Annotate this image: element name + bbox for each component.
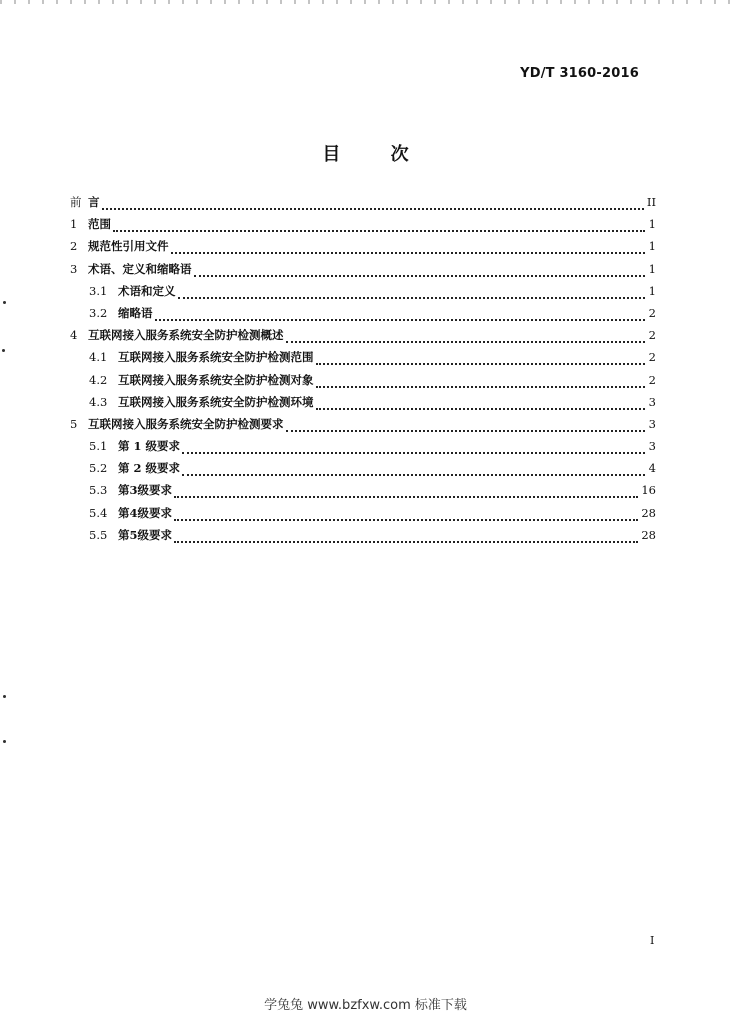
toc-dot-leader: [174, 531, 638, 543]
toc-entry-page: 16: [641, 483, 656, 498]
toc-entry-label: 第 2 级要求: [118, 461, 181, 476]
toc-entry-page: 1: [648, 217, 656, 232]
toc-entry-terms-and-definitions: [70, 282, 656, 304]
toc-entry-page: 28: [641, 527, 656, 542]
toc-dot-leader: [113, 220, 645, 232]
toc-entry-page: 2: [648, 350, 656, 365]
toc-entry-security-scope: [70, 348, 656, 370]
scan-mark: [2, 349, 5, 352]
toc-entry-abbreviations: [70, 304, 656, 326]
toc-entry-number: 5.1: [89, 439, 108, 454]
toc-dot-leader: [286, 331, 646, 343]
toc-entry-number: 5.5: [89, 527, 108, 542]
toc-dot-leader: [316, 376, 646, 388]
toc-entry-number: 5.3: [89, 483, 108, 498]
toc-dot-leader: [316, 398, 646, 410]
toc-entry-page: 2: [648, 328, 656, 343]
toc-entry-label: 规范性引用文件: [88, 239, 169, 254]
toc-entry-page: 3: [648, 394, 656, 409]
toc-entry-label: 第3级要求: [118, 483, 173, 498]
toc-entry-label: 互联网接入服务系统安全防护检测要求: [88, 416, 284, 431]
toc-entry-label: 术语、定义和缩略语: [88, 261, 192, 276]
page-number: I: [650, 934, 655, 947]
toc-entry-security-overview: [70, 326, 656, 348]
source-watermark-text: 学兔兔 www.bzfxw.com 标准下载: [264, 998, 467, 1013]
toc-entry-terms-definitions: [70, 260, 656, 282]
toc-entry-page: 1: [648, 283, 656, 298]
toc-entry-page: 1: [648, 261, 656, 276]
toc-entry-security-object: [70, 371, 656, 393]
toc-entry-label: 第5级要求: [118, 527, 173, 542]
toc-entry-number: 3: [70, 261, 78, 276]
toc-entry-page: 2: [648, 372, 656, 387]
toc-dot-leader: [182, 464, 645, 476]
toc-entry-page: II: [646, 195, 656, 209]
toc-entry-label: 互联网接入服务系统安全防护检测概述: [88, 328, 284, 343]
toc-entry-number: 3.2: [89, 305, 108, 320]
toc-entry-number: 5: [70, 416, 78, 431]
toc-entry-number: 5.4: [89, 505, 108, 520]
toc-dot-leader: [155, 309, 646, 321]
scan-mark: [3, 301, 6, 304]
toc-dot-leader: [286, 420, 646, 432]
toc-entry-level-1: [70, 437, 656, 459]
toc-entry-label: 缩略语: [118, 305, 153, 320]
toc-entry-level-3: [70, 481, 656, 503]
table-of-contents: [70, 193, 656, 548]
toc-dot-leader: [316, 353, 646, 365]
toc-dot-leader: [174, 486, 638, 498]
toc-entry-level-2: [70, 459, 656, 481]
toc-entry-number: 2: [70, 239, 78, 254]
title-character: 次: [390, 144, 409, 166]
document-code: YD/T 3160-2016: [520, 66, 639, 81]
scan-mark: [3, 740, 6, 743]
toc-entry-security-environment: [70, 393, 656, 415]
toc-entry-page: 28: [641, 505, 656, 520]
toc-entry-page: 4: [648, 461, 656, 476]
toc-dot-leader: [182, 442, 645, 454]
toc-dot-leader: [102, 198, 644, 210]
toc-entry-number: 4.1: [89, 350, 108, 365]
toc-entry-label: 言: [88, 195, 100, 209]
toc-entry-number: 5.2: [89, 461, 108, 476]
toc-dot-leader: [174, 509, 638, 521]
toc-entry-label: 互联网接入服务系统安全防护检测对象: [118, 372, 314, 387]
toc-entry-label: 第 1 级要求: [118, 439, 181, 454]
toc-dot-leader: [171, 242, 646, 254]
toc-entry-number: 3.1: [89, 283, 108, 298]
toc-entry-label: 范围: [88, 217, 111, 232]
scan-mark: [3, 695, 6, 698]
page-title: [0, 140, 731, 166]
toc-entry-number: 4.2: [89, 372, 108, 387]
toc-entry-scope: [70, 215, 656, 237]
toc-entry-label: 第4级要求: [118, 505, 173, 520]
toc-entry-page: 3: [648, 416, 656, 431]
toc-entry-label: 互联网接入服务系统安全防护检测范围: [118, 350, 314, 365]
toc-entry-page: 1: [648, 239, 656, 254]
toc-entry-level-5: [70, 526, 656, 548]
toc-entry-foreword: [70, 193, 656, 215]
toc-entry-label: 术语和定义: [118, 283, 176, 298]
toc-entry-normative-references: [70, 237, 656, 259]
toc-entry-number: 前: [70, 195, 82, 209]
toc-dot-leader: [194, 265, 646, 277]
scan-top-edge: [0, 0, 731, 4]
toc-entry-number: 1: [70, 217, 78, 232]
toc-entry-number: 4: [70, 328, 78, 343]
title-character: 目: [322, 144, 341, 166]
toc-entry-page: 2: [648, 305, 656, 320]
toc-entry-number: 4.3: [89, 394, 108, 409]
toc-entry-level-4: [70, 504, 656, 526]
toc-entry-label: 互联网接入服务系统安全防护检测环境: [118, 394, 314, 409]
toc-entry-page: 3: [648, 439, 656, 454]
toc-dot-leader: [178, 287, 646, 299]
toc-entry-security-requirements: [70, 415, 656, 437]
